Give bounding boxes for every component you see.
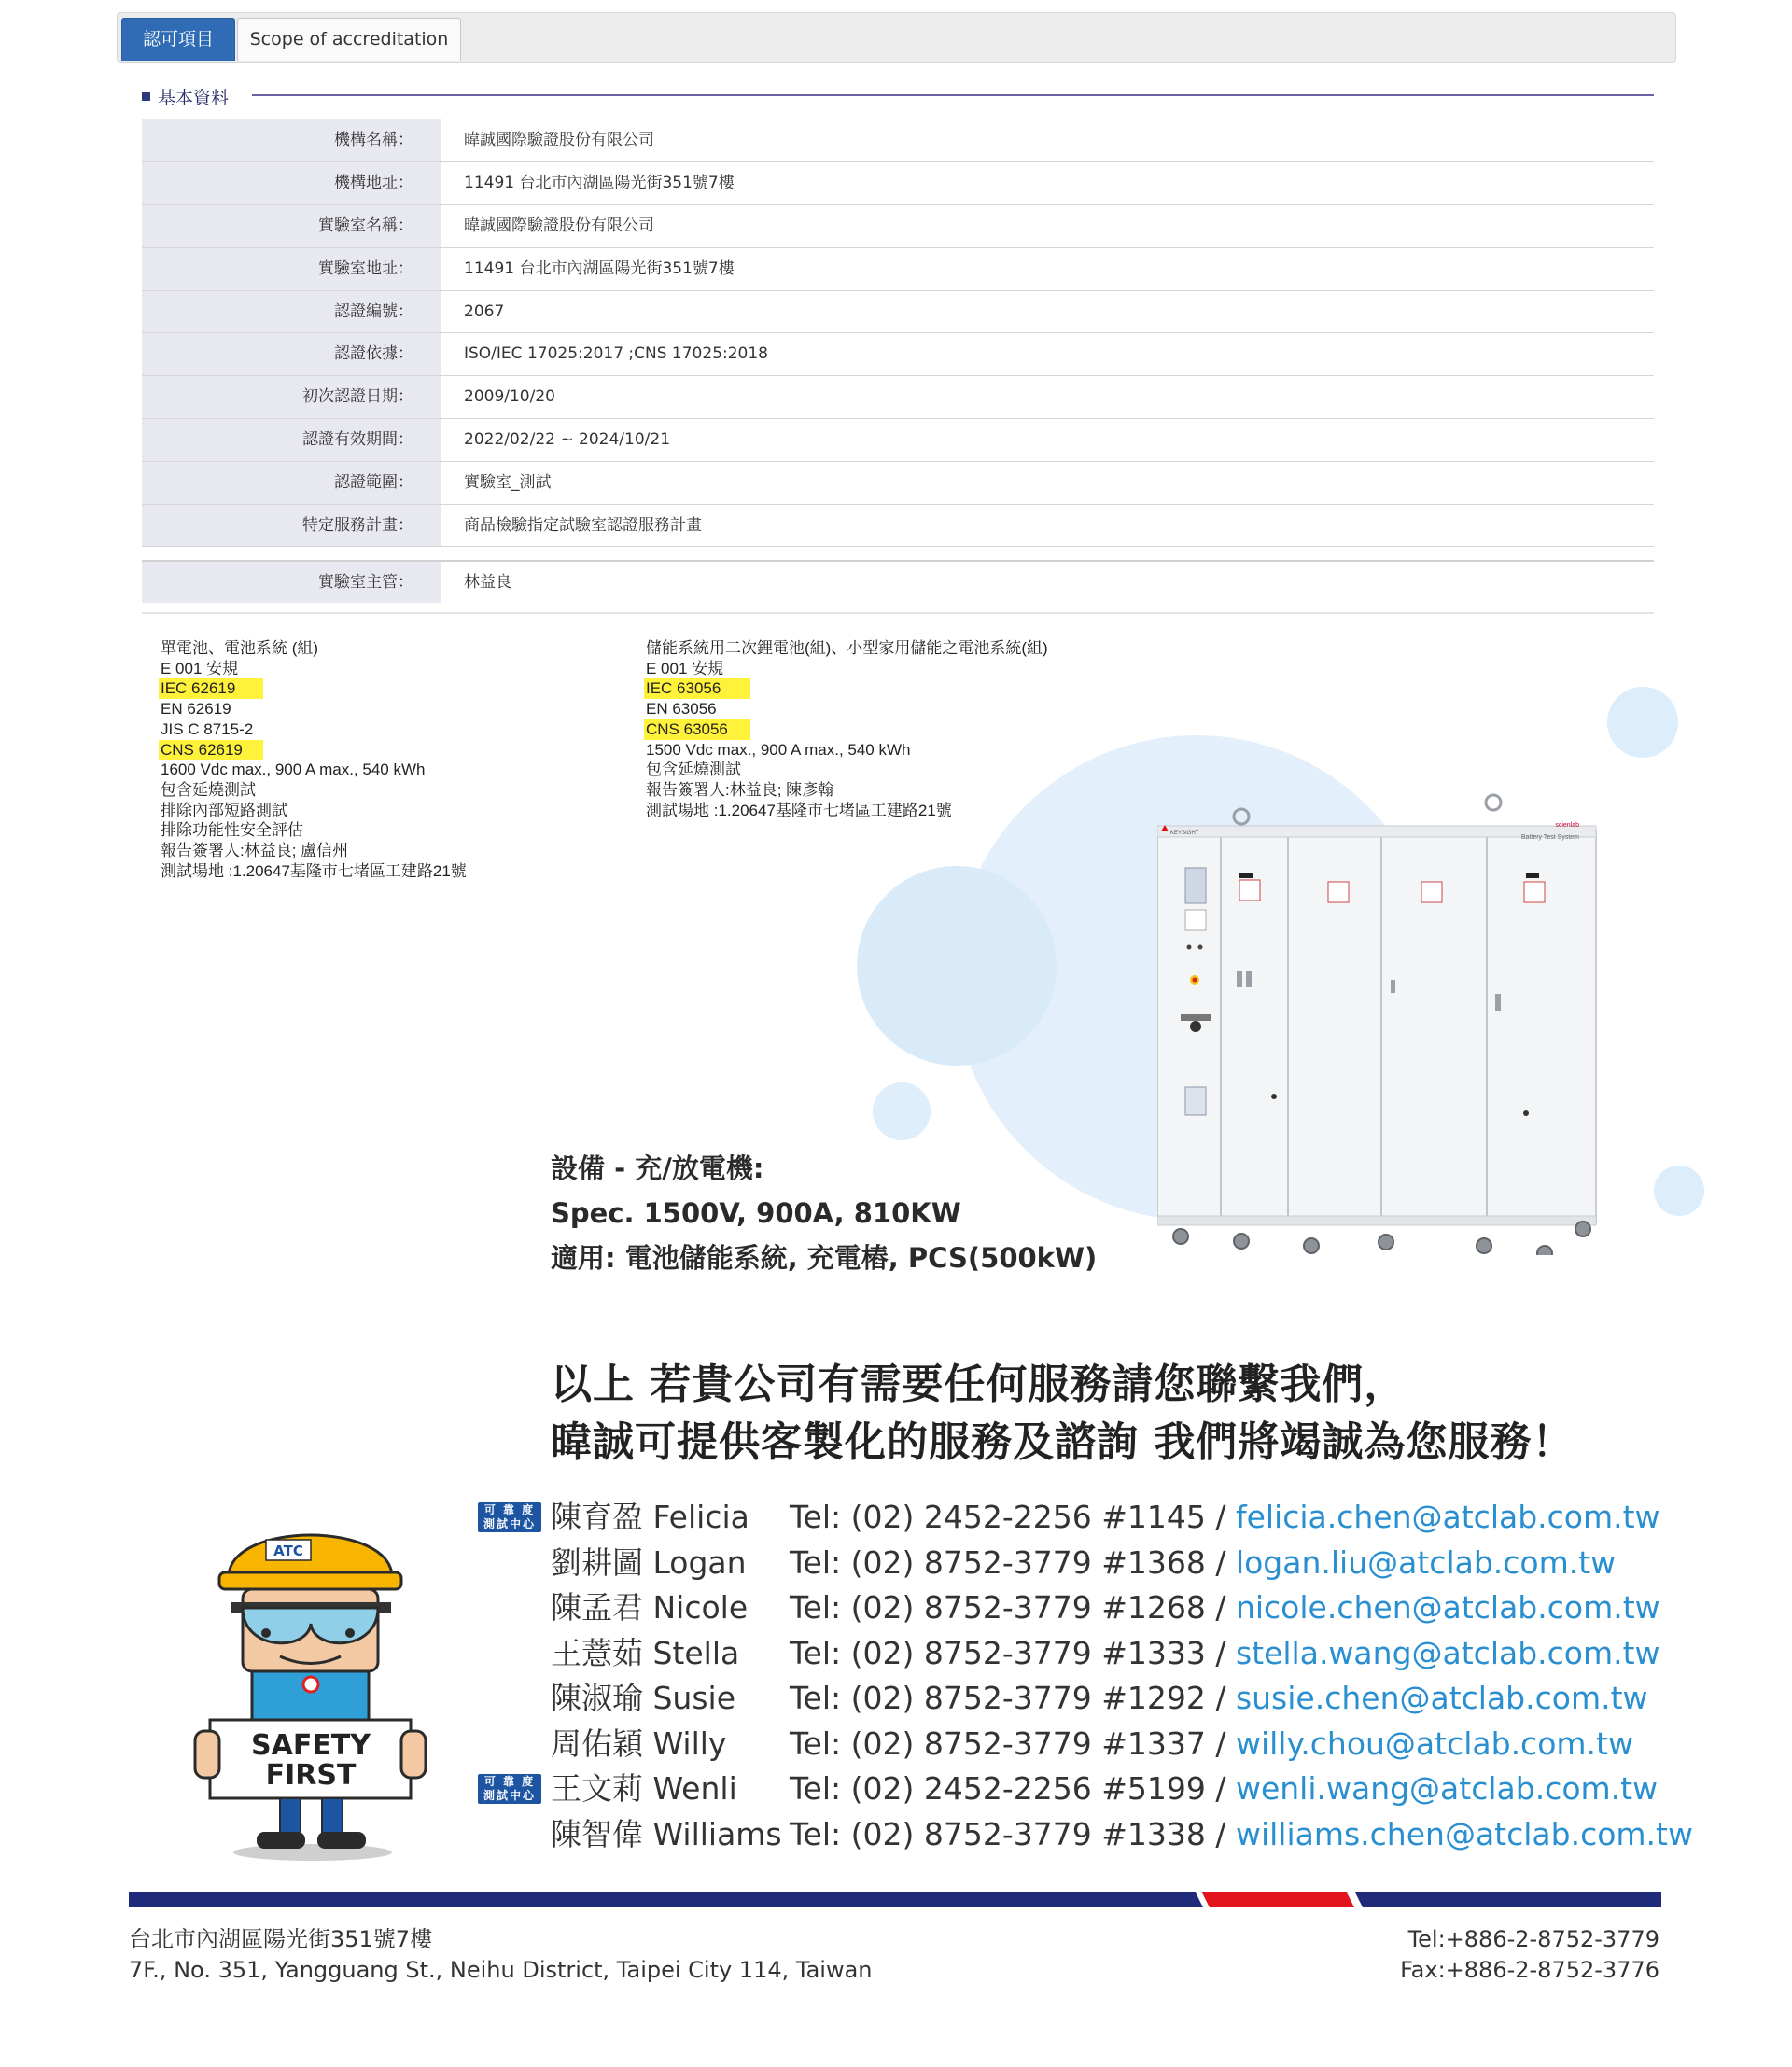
cabinet-illustration [1157,789,1605,1255]
badge-line-1: 可 靠 度 [483,1775,536,1788]
contact-name: 陳孟君 Nicole [551,1589,749,1626]
info-label: 機構名稱： [142,119,441,161]
slogan-line-2: 暐誠可提供客製化的服務及諮詢 我們將竭誠為您服務！ [551,1418,1575,1466]
contact-name: 王薏茹 Stella [551,1634,740,1671]
contact-email-link[interactable]: willy.chou@atclab.com.tw [1235,1725,1633,1762]
contact-tel: Tel: (02) 8752-3779 #1368 / [790,1543,1236,1581]
scope-line: JIS C 8715-2 [161,719,254,738]
info-label: 實驗室地址： [142,248,441,290]
contact-tel: Tel: (02) 8752-3779 #1338 / [790,1815,1236,1852]
contact-tel: Tel: (02) 8752-3779 #1268 / [790,1589,1236,1626]
scope-line: 測試場地 :1.20647基隆市七堵區工建路21號 [646,801,952,819]
contact-tel: Tel: (02) 8752-3779 #1337 / [790,1725,1236,1762]
footer-stripe [129,1892,1661,1907]
contact-tel: Tel: (02) 8752-3779 #1333 / [790,1634,1236,1671]
equipment-application: 適用: 電池儲能系統, 充電樁, PCS(500kW) [551,1242,1098,1274]
contact-name: 周佑穎 Willy [551,1725,727,1762]
equipment-title: 設備 - 充/放電機: [551,1152,764,1184]
info-row [142,332,1654,375]
info-label: 認證依據： [142,333,441,375]
info-value: 11491 台北市內湖區陽光街351號7樓 [464,258,735,278]
info-label: 認證編號： [142,291,441,333]
info-value: 2022/02/22 ~ 2024/10/21 [464,430,671,450]
info-value: 商品檢驗指定試驗室認證服務計畫 [464,516,702,536]
contact-name: 劉耕圖 Logan [551,1543,747,1581]
scope-line-highlighted: CNS 63056 [644,719,750,740]
basic-info-table [142,119,1654,603]
info-value: 暐誠國際驗證股份有限公司 [464,216,654,235]
cabinet-label-text: Battery Test System [1520,834,1579,841]
contact-email-link[interactable]: susie.chen@atclab.com.tw [1235,1680,1648,1716]
footer-address-zh: 台北市內湖區陽光街351號7樓 [129,1926,433,1952]
decorative-bubble [857,866,1057,1066]
decorative-bubble [1654,1166,1704,1216]
info-row [142,119,1654,161]
badge-line-2: 測試中心 [483,1789,536,1802]
equipment-spec: Spec. 1500V, 900A, 810KW [551,1197,961,1229]
slogan-line-1: 以上 若貴公司有需要任何服務請您聯繫我們， [551,1361,1407,1408]
footer-fax: Fax:+886-2-8752-3776 [1400,1957,1659,1983]
info-label: 實驗室名稱： [142,205,441,247]
helmet-logo-text: ATC [273,1543,303,1559]
mascot-illustration [191,1498,434,1862]
scope-line: 包含延燒測試 [646,761,741,779]
reliability-center-badge [478,1774,541,1804]
scope-line: EN 63056 [646,700,717,719]
manager-value: 林益良 [464,572,511,592]
reliability-center-badge [478,1502,541,1532]
info-value: 2009/10/20 [464,387,555,407]
tab-scope-of-accreditation[interactable]: Scope of accreditation [237,18,461,61]
scope-line: 1600 Vdc max., 900 A max., 540 kWh [161,761,426,779]
info-value: 暐誠國際驗證股份有限公司 [464,131,654,149]
safety-first-mascot [191,1498,434,1862]
sign-text-line-2: FIRST [265,1759,357,1792]
cabinet-logo-text: scienlab [1555,822,1579,829]
scope-column-cell-battery [161,638,467,881]
scope-line: 儲能系統用二次鋰電池(組)、小型家用儲能之電池系統(組) [646,639,1048,657]
footer-tel: Tel:+886-2-8752-3779 [1407,1926,1659,1952]
section-divider [252,94,1654,96]
contact-name: 陳育盈 Felicia [551,1499,749,1535]
manager-label: 實驗室主管： [142,562,441,603]
equipment-description [551,1146,1097,1280]
decorative-bubble [1607,687,1678,758]
scope-line: E 001 安規 [161,659,239,677]
info-value: 11491 台北市內湖區陽光街351號7樓 [464,173,735,192]
info-value: ISO/IEC 17025:2017 ;CNS 17025:2018 [464,344,768,364]
sign-text-line-1: SAFETY [251,1729,371,1762]
scope-line: E 001 安規 [646,659,724,677]
contact-name: 陳智偉 Williams [551,1815,782,1852]
info-value: 2067 [464,301,505,321]
info-row [142,290,1654,333]
info-label: 機構地址： [142,162,441,204]
contact-email-link[interactable]: stella.wang@atclab.com.tw [1235,1634,1660,1671]
square-bullet-icon [142,92,150,101]
scope-line: 單電池、電池系統 (組) [161,639,319,657]
scope-line: 1500 Vdc max., 900 A max., 540 kWh [646,740,911,759]
contact-name: 王文莉 Wenli [551,1770,737,1807]
info-label: 認證範圍： [142,462,441,504]
info-label: 特定服務計畫： [142,505,441,546]
info-label: 認證有效期間： [142,419,441,461]
decorative-bubble [873,1082,931,1140]
scope-line: 測試場地 :1.20647基隆市七堵區工建路21號 [161,861,467,880]
cabinet-brand-text: KEYSIGHT [1170,831,1199,836]
info-row [142,204,1654,247]
table-bottom-border [142,612,1654,614]
info-row [142,247,1654,290]
scope-line: EN 62619 [161,700,231,719]
info-row [142,375,1654,418]
contact-email-link[interactable]: williams.chen@atclab.com.tw [1235,1815,1693,1852]
contact-tel: Tel: (02) 2452-2256 #1145 / [790,1499,1236,1535]
scope-line: 包含延燒測試 [161,780,256,799]
contact-email-link[interactable]: logan.liu@atclab.com.tw [1235,1543,1617,1581]
badge-line-2: 測試中心 [483,1517,536,1530]
manager-row [142,560,1654,603]
contact-tel: Tel: (02) 8752-3779 #1292 / [790,1680,1236,1716]
scope-column-energy-storage [646,638,1048,820]
info-row [142,461,1654,504]
battery-test-system-image [1157,789,1605,1255]
scope-line: 排除功能性安全評估 [161,821,303,840]
tab-bar [117,12,1676,63]
section-title: 基本資料 [158,88,230,108]
scope-line: 報告簽署人:林益良; 盧信州 [161,842,349,860]
scope-line: 排除內部短路測試 [161,801,287,819]
tab-accredited-items[interactable]: 認可項目 [121,18,235,61]
info-label: 初次認證日期： [142,376,441,418]
contact-email-link[interactable]: nicole.chen@atclab.com.tw [1235,1589,1660,1626]
contact-email-link[interactable]: felicia.chen@atclab.com.tw [1235,1499,1660,1535]
scope-line-highlighted: IEC 63056 [644,678,750,699]
info-value: 實驗室_測試 [464,473,552,493]
section-heading [142,84,229,109]
info-row [142,504,1654,547]
contact-tel: Tel: (02) 2452-2256 #5199 / [790,1770,1236,1807]
scope-line-highlighted: IEC 62619 [159,678,263,699]
scope-line: 報告簽署人:林益良; 陳彥翰 [646,780,834,799]
info-row [142,161,1654,204]
scope-line-highlighted: CNS 62619 [159,740,263,761]
badge-line-1: 可 靠 度 [483,1503,536,1516]
contact-name: 陳淑瑜 Susie [551,1680,736,1716]
footer-phone [1400,1924,1659,1986]
contact-slogan [551,1356,1574,1472]
footer-address-en: 7F., No. 351, Yangguang St., Neihu District, Taipei City 114, Taiwan [129,1957,873,1983]
footer-address [129,1924,873,1986]
contact-email-link[interactable]: wenli.wang@atclab.com.tw [1235,1770,1659,1807]
info-row [142,418,1654,461]
